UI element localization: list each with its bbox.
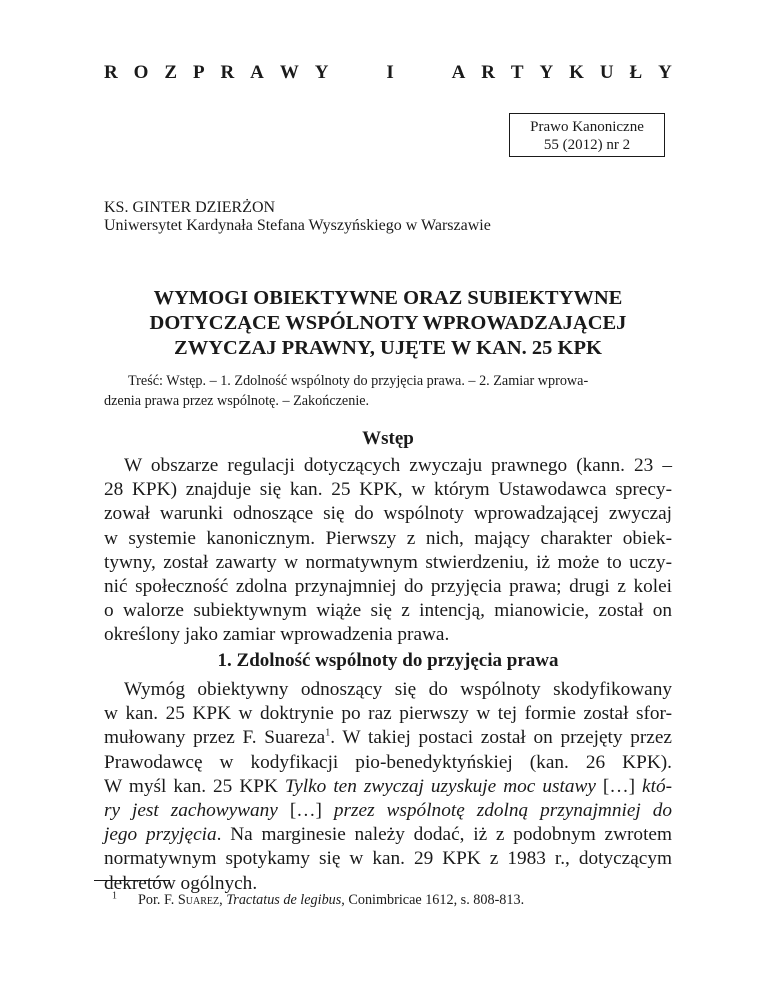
paragraph-line: W obszarze regulacji dotyczących zwyczaju prawnego (kann. 23 – [124, 455, 672, 476]
footnote-author-smallcaps: uarez [185, 892, 220, 908]
footnote-number [112, 891, 138, 909]
paragraph-line: w kan. 25 KPK w doktrynie po raz pierwszy w tej formie został sfor- [104, 703, 672, 725]
running-head-letter: P [192, 62, 205, 83]
running-head-letter: A [451, 62, 466, 83]
text-run: mułowany przez F. Suareza [104, 727, 326, 749]
running-head-letter: Y [658, 62, 672, 83]
author-affiliation: Uniwersytet Kardynała Stefana Wyszyńskiego w Warszawie [104, 217, 491, 234]
journal-box [509, 113, 665, 157]
footnote-number-sup: 1 [112, 890, 117, 902]
running-head-letter: Ł [629, 62, 643, 83]
author-block [104, 199, 491, 235]
footnote-divider [94, 880, 170, 881]
paragraph-line: Wymóg obiektywny odnoszący się do wspólnoty skodyfikowany [124, 679, 672, 700]
running-head-letter: Z [164, 62, 178, 83]
footnote-ref[interactable]: 1 [325, 727, 331, 739]
toc-line: dzenia prawa przez wspólnotę. – Zakończenie. [104, 393, 370, 409]
running-head-letter: Y [314, 62, 329, 83]
toc-line: Treść: Wstęp. – 1. Zdolność wspólnoty do przyjęcia prawa. – 2. Zamiar wprowa- [128, 373, 589, 389]
running-head-letter: K [569, 62, 584, 83]
article-title [104, 286, 672, 361]
footnote-text: , [219, 892, 227, 908]
paragraph-line: w systemie kanonicznym. Pierwszy z nich, mający charakter obiek- [104, 527, 672, 549]
paragraph-line: dekretów ogólnych. [104, 872, 258, 894]
section-1-paragraph [104, 678, 672, 896]
paragraph-line [104, 726, 672, 750]
italic-quote: ry jest zachowywany [104, 799, 278, 821]
paragraph-line: 28 KPK) znajduje się kan. 25 KPK, w którym Ustawodawca sprecy- [104, 479, 672, 501]
text-run: […] [595, 775, 643, 797]
footnote-text: , Conimbricae 1612, s. 808-813. [341, 892, 525, 908]
journal-name: Prawo Kanoniczne [530, 119, 644, 135]
running-head-letter: A [250, 62, 264, 83]
italic-quote: Tylko ten zwyczaj uzyskuje moc ustawy [284, 775, 596, 797]
footnote-text: Por. F. S [138, 892, 186, 908]
text-run: W myśl kan. 25 KPK [104, 775, 285, 797]
paragraph-line: określony jako zamiar wprowadzenia prawa. [104, 624, 450, 646]
italic-quote: któ- [642, 775, 673, 797]
running-head-letter: O [133, 62, 149, 83]
running-head-letter: R [220, 62, 235, 83]
title-line: WYMOGI OBIEKTYWNE ORAZ SUBIEKTYWNE [153, 287, 623, 309]
paragraph-line: Prawodawcę w kodyfikacji pio-benedyktyńskiej (kan. 26 KPK). [104, 751, 672, 773]
text-run: . W takiej postaci został on przejęty przez [330, 727, 672, 749]
running-head-letter: T [510, 62, 524, 83]
journal-issue: 55 (2012) nr 2 [543, 137, 631, 153]
paragraph-line: tywny, został zawarty w normatywnym stwierdzeniu, iż może to uczy- [104, 551, 672, 573]
author-name: KS. GINTER DZIERŻON [104, 199, 276, 216]
text-run: […] [277, 799, 334, 821]
paragraph-line [104, 775, 672, 799]
italic-quote: jego przyjęcia [104, 824, 217, 846]
paragraph-line [104, 799, 672, 823]
section-heading-intro: Wstęp [362, 428, 414, 449]
running-head-letter: R [104, 62, 118, 83]
text-run: . Na marginesie należy dodać, iż z podobnym zwrotem [216, 824, 672, 846]
italic-quote: przez wspólnotę zdolną przynajmniej do [333, 799, 672, 821]
section-heading-1: 1. Zdolność wspólnoty do przyjęcia prawa [217, 650, 559, 671]
running-head-letter: R [481, 62, 495, 83]
running-head-letter: I [386, 62, 394, 83]
paragraph-line: nić społeczność zdolna przynajmniej do przyjęcia prawa; drugi z kolei [104, 575, 672, 597]
paragraph-line [104, 823, 672, 847]
paragraph-line: o walorze subiektywnym wiąże się z intencją, mianowicie, został on [104, 600, 672, 622]
table-of-contents [104, 371, 672, 411]
paragraph-line: zował warunki odnoszące się do wspólnoty wprowadzającej zwyczaj [104, 503, 672, 525]
running-head-letter: W [279, 62, 299, 83]
footnote-work-title: Tractatus de legibus [226, 892, 342, 908]
paragraph-line: normatywnym spotykamy się w kan. 29 KPK z 1983 r., dotyczącym [104, 848, 672, 870]
running-head [104, 62, 672, 84]
title-line: ZWYCZAJ PRAWNY, UJĘTE W KAN. 25 KPK [174, 337, 602, 359]
running-head-letter: U [599, 62, 614, 83]
intro-paragraph [104, 454, 672, 648]
footnote [112, 891, 672, 909]
title-line: DOTYCZĄCE WSPÓLNOTY WPROWADZAJĄCEJ [149, 312, 627, 334]
running-head-letter: Y [539, 62, 554, 83]
